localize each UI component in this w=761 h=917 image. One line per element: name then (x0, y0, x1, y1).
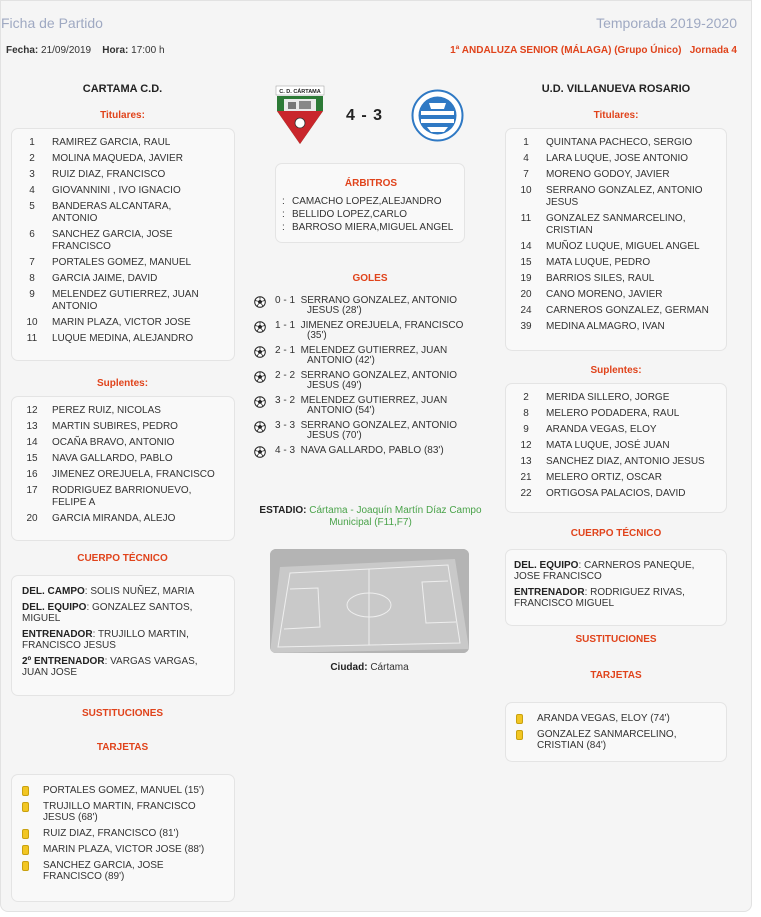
player-row[interactable] (12, 333, 234, 345)
staff-role: DEL. CAMPO (22, 586, 85, 597)
goal-score: 2 - 2 (275, 370, 296, 381)
soccer-ball-icon (254, 296, 266, 308)
player-name[interactable] (52, 257, 234, 269)
player-name-line: MATA LUQUE, PEDRO (546, 257, 651, 268)
crest-text: C. D. CÁRTAMA (279, 89, 321, 95)
away-subs-list (505, 383, 727, 513)
player-name[interactable] (52, 453, 234, 465)
player-name[interactable] (52, 405, 234, 417)
goal-detail (275, 421, 490, 441)
player-number: 20 (520, 289, 532, 300)
player-name-line: MELERO ORTIZ, OSCAR (546, 472, 662, 483)
player-number: 7 (523, 169, 529, 180)
player-number: 1 (523, 137, 529, 148)
player-row[interactable] (12, 201, 234, 225)
referee-separator: : (282, 222, 285, 233)
goal-row (254, 321, 490, 341)
away-subs-title: Suplentes: (590, 365, 642, 376)
card-line: SANCHEZ GARCIA, JOSE (43, 860, 164, 871)
player-name[interactable] (52, 421, 234, 433)
player-row[interactable] (12, 485, 234, 509)
away-starters-list (505, 128, 727, 351)
player-name[interactable] (546, 424, 726, 436)
player-name-line: SANCHEZ GARCIA, JOSE (52, 229, 173, 240)
home-subs-list (11, 396, 235, 541)
player-row[interactable] (506, 257, 726, 269)
player-row[interactable] (12, 273, 234, 285)
soccer-ball-icon (254, 371, 266, 383)
player-name-line: BANDERAS ALCANTARA, (52, 201, 172, 212)
stadium-info: ESTADIO: Cártama - Joaquín Martín Díaz Campo Municipal (F11,F7) (259, 505, 482, 528)
player-name-line: LARA LUQUE, JOSE ANTONIO (546, 153, 689, 164)
staff-member: 2º ENTRENADOR: VARGAS VARGAS, JUAN JOSE (22, 656, 198, 678)
goal-scorer: JIMENEZ OREJUELA, FRANCISCO (300, 320, 464, 331)
player-number: 12 (520, 440, 532, 451)
referees-list (278, 196, 464, 235)
player-number: 15 (520, 257, 532, 268)
goal-scorer: SERRANO GONZALEZ, ANTONIO (300, 370, 458, 381)
player-number: 1 (29, 137, 35, 148)
away-substitutions-title: SUSTITUCIONES (575, 634, 657, 645)
away-team-crest[interactable] (411, 89, 464, 142)
player-name-line: ANTONIO (52, 213, 98, 224)
player-name-line: MERIDA SILLERO, JORGE (546, 392, 670, 403)
player-row[interactable] (506, 185, 726, 209)
player-number: 3 (29, 169, 35, 180)
season-label: Temporada 2019-2020 (596, 15, 737, 31)
home-cards-title: TARJETAS (96, 742, 149, 753)
player-name[interactable] (52, 437, 234, 449)
yellow-card-icon (22, 861, 29, 871)
staff-role: DEL. EQUIPO (22, 602, 87, 613)
goal-scorer: SERRANO GONZALEZ, ANTONIO (300, 295, 458, 306)
staff-name: VARGAS VARGAS, JUAN JOSE (22, 656, 198, 678)
player-number: 14 (520, 241, 532, 252)
player-row[interactable] (12, 185, 234, 197)
goal-scorer-cont: ANTONIO (54') (307, 405, 375, 416)
competition-line (450, 45, 737, 56)
referee-separator: : (282, 196, 285, 207)
goal-row (254, 296, 490, 316)
player-name-line: GARCIA JAIME, DAVID (52, 273, 158, 284)
card-player (43, 844, 204, 855)
player-name-line: ANTONIO (52, 301, 98, 312)
away-cards-title: TARJETAS (590, 670, 642, 681)
player-name-line: MORENO GODOY, JAVIER (546, 169, 670, 180)
card-line: CRISTIAN (84') (537, 740, 607, 751)
player-number: 11 (520, 213, 532, 224)
soccer-ball-icon (254, 346, 266, 358)
player-name-line: MUÑOZ LUQUE, MIGUEL ANGEL (546, 241, 700, 252)
away-staff-box (505, 549, 727, 626)
card-row (506, 713, 726, 724)
referees-box (275, 163, 465, 243)
player-name-line: ARANDA VEGAS, ELOY (546, 424, 657, 435)
player-number: 13 (520, 456, 532, 467)
card-player (537, 713, 670, 724)
player-name-line: JIMENEZ OREJUELA, FRANCISCO (52, 469, 215, 480)
player-name[interactable] (546, 169, 726, 181)
player-name-line: FELIPE A (52, 497, 96, 508)
player-name[interactable] (546, 137, 726, 149)
home-substitutions-title: SUSTITUCIONES (81, 708, 164, 719)
player-number: 11 (26, 333, 38, 344)
date-label: Fecha (6, 45, 35, 56)
yellow-card-icon (22, 845, 29, 855)
goal-scorer-cont: (35') (307, 330, 327, 341)
player-name-line: SERRANO GONZALEZ, ANTONIO (546, 185, 703, 196)
player-number: 10 (26, 317, 38, 328)
player-name-line: GIOVANNINI , IVO IGNACIO (52, 185, 181, 196)
card-row (12, 785, 234, 796)
staff-name: CARNEROS PANEQUE, JOSE FRANCISCO (514, 560, 695, 582)
player-number: 21 (520, 472, 532, 483)
player-row[interactable] (12, 405, 234, 417)
goals-list (254, 296, 490, 463)
home-team-crest[interactable] (275, 85, 325, 145)
player-name[interactable] (52, 289, 234, 313)
player-row[interactable] (12, 437, 234, 449)
goal-detail (275, 396, 490, 416)
referee-name: BARROSO MIERA,MIGUEL ANGEL (292, 222, 454, 233)
player-number: 2 (29, 153, 35, 164)
referee-name: CAMACHO LOPEZ,ALEJANDRO (292, 196, 442, 207)
player-number: 19 (520, 273, 532, 284)
player-name[interactable] (546, 185, 726, 209)
home-subs-title: Suplentes: (96, 378, 149, 389)
player-row[interactable] (12, 289, 234, 313)
city-name: Cártama (370, 662, 409, 673)
goal-detail (275, 446, 490, 458)
player-number: 13 (26, 421, 38, 432)
goal-scorer: MELENDEZ GUTIERREZ, JUAN (300, 345, 448, 356)
player-name-line: FRANCISCO (52, 241, 111, 252)
player-name[interactable] (52, 273, 234, 285)
player-name-line: MOLINA MAQUEDA, JAVIER (52, 153, 183, 164)
card-line: RUIZ DIAZ, FRANCISCO (81') (43, 828, 179, 839)
goal-score: 3 - 3 (275, 420, 296, 431)
away-starters-title: Titulares: (593, 110, 639, 121)
yellow-card-icon (516, 714, 523, 724)
player-name-line: MARTIN SUBIRES, PEDRO (52, 421, 178, 432)
referee-row (278, 209, 464, 220)
card-line: FRANCISCO (89') (43, 871, 125, 882)
card-line: ARANDA VEGAS, ELOY (74') (537, 713, 670, 724)
away-team-name[interactable]: U.D. VILLANUEVA ROSARIO (541, 83, 691, 95)
matchday[interactable]: Jornada 4 (689, 45, 737, 56)
player-name[interactable] (546, 456, 726, 468)
goal-scorer-cont: ANTONIO (42') (307, 355, 375, 366)
staff-member: DEL. EQUIPO: CARNEROS PANEQUE, JOSE FRANCISCO (514, 560, 695, 582)
player-row[interactable] (12, 169, 234, 181)
player-number: 10 (520, 185, 532, 196)
player-name[interactable] (546, 440, 726, 452)
staff-role: 2º ENTRENADOR (22, 656, 105, 667)
card-player (43, 860, 164, 882)
player-row[interactable] (12, 513, 234, 525)
player-number: 5 (29, 201, 35, 212)
goal-score: 0 - 1 (275, 295, 296, 306)
player-number: 9 (523, 424, 529, 435)
player-name[interactable] (546, 472, 726, 484)
player-name-line: QUINTANA PACHECO, SERGIO (546, 137, 693, 148)
player-number: 4 (29, 185, 35, 196)
goal-score: 1 - 1 (275, 320, 296, 331)
match-datetime: Fecha: 21/09/2019 Hora: 17:00 h (6, 45, 165, 56)
player-name[interactable] (52, 469, 234, 481)
yellow-card-icon (22, 829, 29, 839)
card-player (43, 785, 204, 796)
player-row[interactable] (506, 488, 726, 500)
card-player (537, 729, 676, 751)
card-player (43, 828, 179, 839)
player-number: 9 (29, 289, 35, 300)
player-name-line: RAMIREZ GARCIA, RAUL (52, 137, 171, 148)
goal-row (254, 446, 490, 458)
player-row[interactable] (506, 424, 726, 436)
goal-row (254, 371, 490, 391)
player-name[interactable] (52, 333, 234, 345)
player-number: 8 (523, 408, 529, 419)
goals-title: GOLES (352, 273, 388, 284)
player-name[interactable] (546, 488, 726, 500)
player-name-line: JESUS (546, 197, 579, 208)
player-name-line: BARRIOS SILES, RAUL (546, 273, 655, 284)
goal-detail (275, 321, 490, 341)
player-name-line: NAVA GALLARDO, PABLO (52, 453, 173, 464)
soccer-ball-icon (254, 321, 266, 333)
player-row[interactable] (12, 453, 234, 465)
player-name[interactable] (546, 213, 726, 237)
player-name[interactable] (52, 169, 234, 181)
goal-scorer-cont: JESUS (28') (307, 305, 362, 316)
goal-scorer: MELENDEZ GUTIERREZ, JUAN (300, 395, 448, 406)
goal-row (254, 346, 490, 366)
player-name-line: MATA LUQUE, JOSÉ JUAN (546, 440, 670, 451)
player-number: 16 (26, 469, 38, 480)
player-name-line: CRISTIAN (546, 225, 593, 236)
player-row[interactable] (506, 137, 726, 149)
player-number: 22 (520, 488, 532, 499)
player-row[interactable] (12, 229, 234, 253)
player-row[interactable] (12, 317, 234, 329)
staff-name: TRUJILLO MARTIN, FRANCISCO JESUS (22, 629, 189, 651)
yellow-card-icon (22, 786, 29, 796)
player-name-line: MELENDEZ GUTIERREZ, JUAN (52, 289, 199, 300)
player-name[interactable] (52, 513, 234, 525)
player-name[interactable] (52, 153, 234, 165)
city-info: Ciudad: Cártama (330, 662, 409, 673)
card-row (506, 729, 726, 751)
home-starters-title: Titulares: (100, 110, 145, 121)
page-title: Ficha de Partido (1, 15, 103, 31)
player-name[interactable] (52, 201, 234, 225)
goal-detail (275, 296, 490, 316)
player-row[interactable] (506, 472, 726, 484)
player-row[interactable] (506, 321, 726, 333)
goal-row (254, 396, 490, 416)
goal-score: 4 - 3 (275, 445, 296, 456)
player-row[interactable] (506, 289, 726, 301)
player-row[interactable] (506, 392, 726, 404)
goal-score: 2 - 1 (275, 345, 296, 356)
card-row (12, 801, 234, 823)
player-number: 12 (26, 405, 38, 416)
player-name[interactable] (546, 241, 726, 253)
player-name[interactable] (546, 289, 726, 301)
player-row[interactable] (506, 213, 726, 237)
player-name[interactable] (52, 485, 234, 509)
match-time: 17:00 h (131, 45, 165, 56)
player-name[interactable] (52, 317, 234, 329)
staff-role: ENTRENADOR (514, 587, 585, 598)
referee-row (278, 222, 464, 233)
player-name[interactable] (52, 185, 234, 197)
staff-name: SOLIS NUÑEZ, MARIA (90, 586, 195, 597)
player-row[interactable] (506, 241, 726, 253)
player-row[interactable] (506, 305, 726, 317)
player-name[interactable] (546, 273, 726, 285)
match-header (0, 0, 752, 66)
player-number: 7 (29, 257, 35, 268)
away-staff-title: CUERPO TÉCNICO (570, 528, 662, 539)
referees-title: ÁRBITROS (344, 178, 398, 189)
player-number: 39 (520, 321, 532, 332)
player-name[interactable] (52, 229, 234, 253)
player-number: 8 (29, 273, 35, 284)
stadium-photo (270, 549, 469, 653)
home-staff-box (11, 575, 235, 696)
player-name-line: RODRIGUEZ BARRIONUEVO, (52, 485, 192, 496)
card-row (12, 844, 234, 855)
player-row[interactable] (12, 421, 234, 433)
home-staff-title: CUERPO TÉCNICO (77, 553, 168, 564)
player-name-line: CANO MORENO, JAVIER (546, 289, 663, 300)
soccer-ball-icon (254, 446, 266, 458)
time-label: Hora (102, 45, 126, 56)
home-team-name[interactable]: CARTAMA C.D. (82, 83, 163, 95)
referee-separator: : (282, 209, 285, 220)
staff-name: RODRIGUEZ RIVAS, FRANCISCO MIGUEL (514, 587, 685, 609)
player-number: 20 (26, 513, 38, 524)
player-name-line: ORTIGOSA PALACIOS, DAVID (546, 488, 686, 499)
player-name-line: MARIN PLAZA, VICTOR JOSE (52, 317, 191, 328)
goal-scorer-cont: JESUS (70') (307, 430, 362, 441)
goal-line (275, 446, 490, 456)
competition-name[interactable]: 1ª ANDALUZA SENIOR (MÁLAGA) (Grupo Único) (450, 45, 682, 56)
player-name[interactable] (546, 305, 726, 317)
player-name-line: CARNEROS GONZALEZ, GERMAN (546, 305, 709, 316)
card-line: PORTALES GOMEZ, MANUEL (15') (43, 785, 205, 796)
player-number: 17 (26, 485, 38, 496)
player-row[interactable] (12, 469, 234, 481)
goal-row (254, 421, 490, 441)
player-row[interactable] (506, 440, 726, 452)
staff-member: ENTRENADOR: RODRIGUEZ RIVAS, FRANCISCO MIGUEL (514, 587, 685, 609)
goal-score: 3 - 2 (275, 395, 296, 406)
goal-detail (275, 346, 490, 366)
city-label: Ciudad (330, 662, 365, 673)
player-row[interactable] (506, 408, 726, 420)
staff-role: DEL. EQUIPO (514, 560, 579, 571)
player-name-line: SANCHEZ DIAZ, ANTONIO JESUS (546, 456, 705, 467)
player-row[interactable] (12, 257, 234, 269)
card-line: GONZALEZ SANMARCELINO, (537, 729, 677, 740)
soccer-ball-icon (254, 396, 266, 408)
stadium-link[interactable]: Cártama - Joaquín Martín Díaz Campo Municipal (F11,F7) (309, 505, 482, 528)
staff-role: ENTRENADOR (22, 629, 93, 640)
final-score: 4 - 3 (346, 107, 384, 124)
player-name[interactable] (546, 321, 726, 333)
goal-scorer: NAVA GALLARDO, PABLO (83') (300, 445, 444, 456)
card-line: JESUS (68') (43, 812, 98, 823)
referee-row (278, 196, 464, 207)
player-name-line: OCAÑA BRAVO, ANTONIO (52, 437, 175, 448)
card-line: MARIN PLAZA, VICTOR JOSE (88') (43, 844, 205, 855)
player-row[interactable] (506, 456, 726, 468)
player-number: 24 (520, 305, 532, 316)
player-number: 6 (29, 229, 35, 240)
referee-name: BELLIDO LOPEZ,CARLO (292, 209, 408, 220)
stadium-label: ESTADIO (259, 505, 304, 516)
player-number: 4 (523, 153, 529, 164)
player-number: 15 (26, 453, 38, 464)
yellow-card-icon (22, 802, 29, 812)
player-name-line: PEREZ RUIZ, NICOLAS (52, 405, 161, 416)
player-name-line: MELERO PODADERA, RAUL (546, 408, 680, 419)
player-row[interactable] (12, 153, 234, 165)
player-row[interactable] (506, 273, 726, 285)
player-name-line: MEDINA ALMAGRO, IVAN (546, 321, 665, 332)
player-name-line: GARCIA MIRANDA, ALEJO (52, 513, 176, 524)
player-number: 14 (26, 437, 38, 448)
player-name[interactable] (546, 392, 726, 404)
player-row[interactable] (506, 169, 726, 181)
staff-member: DEL. EQUIPO: GONZALEZ SANTOS, MIGUEL (22, 602, 193, 624)
player-name[interactable] (546, 257, 726, 269)
home-cards-list (11, 774, 235, 902)
soccer-ball-icon (254, 421, 266, 433)
player-name-line: LUQUE MEDINA, ALEJANDRO (52, 333, 194, 344)
player-name[interactable] (52, 137, 234, 149)
staff-member: DEL. CAMPO: SOLIS NUÑEZ, MARIA (22, 586, 195, 597)
yellow-card-icon (516, 730, 523, 740)
player-name-line: PORTALES GOMEZ, MANUEL (52, 257, 192, 268)
player-name[interactable] (546, 153, 726, 165)
player-row[interactable] (12, 137, 234, 149)
goal-scorer: SERRANO GONZALEZ, ANTONIO (300, 420, 458, 431)
goal-detail (275, 371, 490, 391)
goal-scorer-cont: JESUS (49') (307, 380, 362, 391)
player-row[interactable] (506, 153, 726, 165)
staff-member: ENTRENADOR: TRUJILLO MARTIN, FRANCISCO JESUS (22, 629, 189, 651)
home-starters-list (11, 128, 235, 361)
card-line: TRUJILLO MARTIN, FRANCISCO (43, 801, 196, 812)
match-date: 21/09/2019 (41, 45, 92, 56)
card-row (12, 860, 234, 882)
player-number: 2 (523, 392, 529, 403)
away-cards-list (505, 702, 727, 762)
card-player (43, 801, 196, 823)
player-name-line: RUIZ DIAZ, FRANCISCO (52, 169, 166, 180)
card-row (12, 828, 234, 839)
player-name[interactable] (546, 408, 726, 420)
player-name-line: GONZALEZ SANMARCELINO, (546, 213, 686, 224)
staff-name: GONZALEZ SANTOS, MIGUEL (22, 602, 193, 624)
